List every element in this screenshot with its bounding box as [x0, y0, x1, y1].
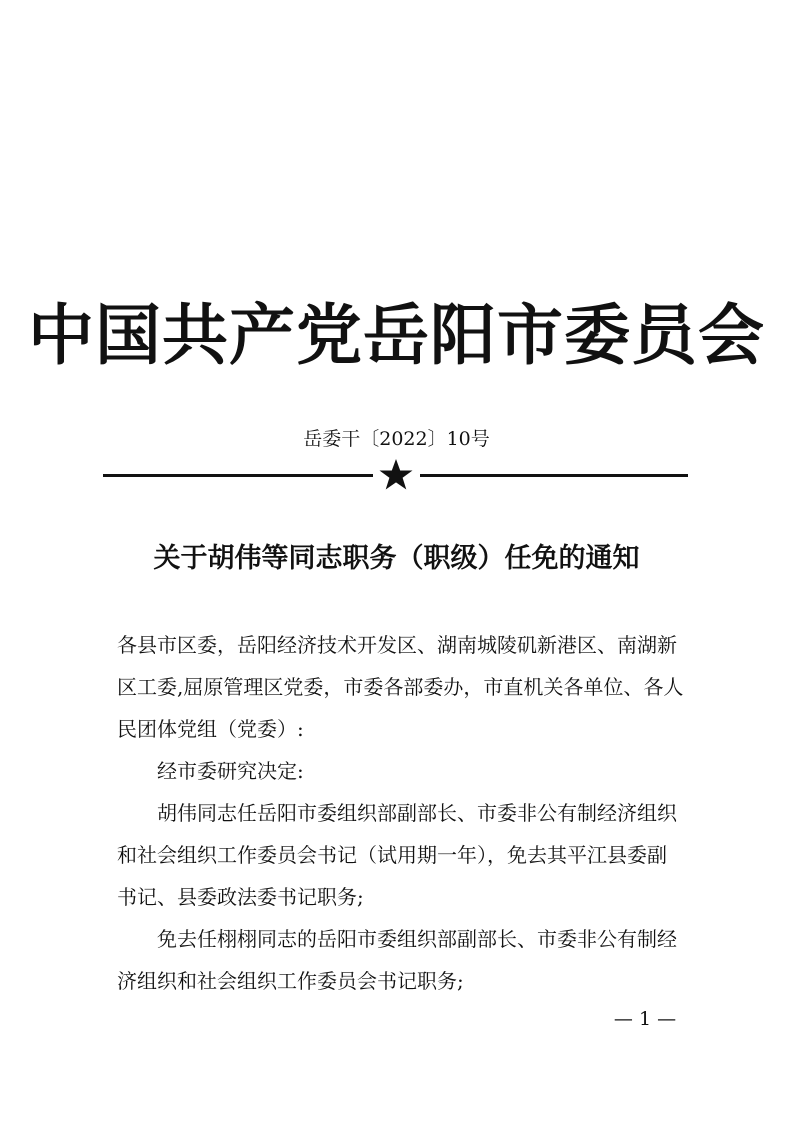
body-paragraph: 免去任栩栩同志的岳阳市委组织部副部长、市委非公有制经济组织和社会组织工作委员会书记职务;	[117, 927, 677, 993]
body-paragraph: 经市委研究决定:	[157, 759, 304, 783]
star-icon	[378, 457, 414, 493]
notice-title: 关于胡伟等同志职务（职级）任免的通知	[153, 543, 640, 574]
addressee-paragraph: 各县市区委，岳阳经济技术开发区、湖南城陵矶新港区、南湖新区工委,屈原管理区党委，市委各部委办，市直机关各单位、各人民团体党组（党委）:	[117, 633, 684, 741]
divider-line-left	[103, 474, 373, 477]
issuer-title: 中国共产党岳阳市委员会	[28, 296, 765, 374]
notice-body	[117, 624, 685, 1002]
divider-line-right	[420, 474, 688, 477]
document-number: 岳委干〔2022〕10号	[303, 428, 490, 450]
body-paragraph: 胡伟同志任岳阳市委组织部副部长、市委非公有制经济组织和社会组织工作委员会书记（试用期一年），免去其平江县委副书记、县委政法委书记职务;	[117, 801, 677, 909]
page-number: — 1 —	[613, 1008, 677, 1030]
